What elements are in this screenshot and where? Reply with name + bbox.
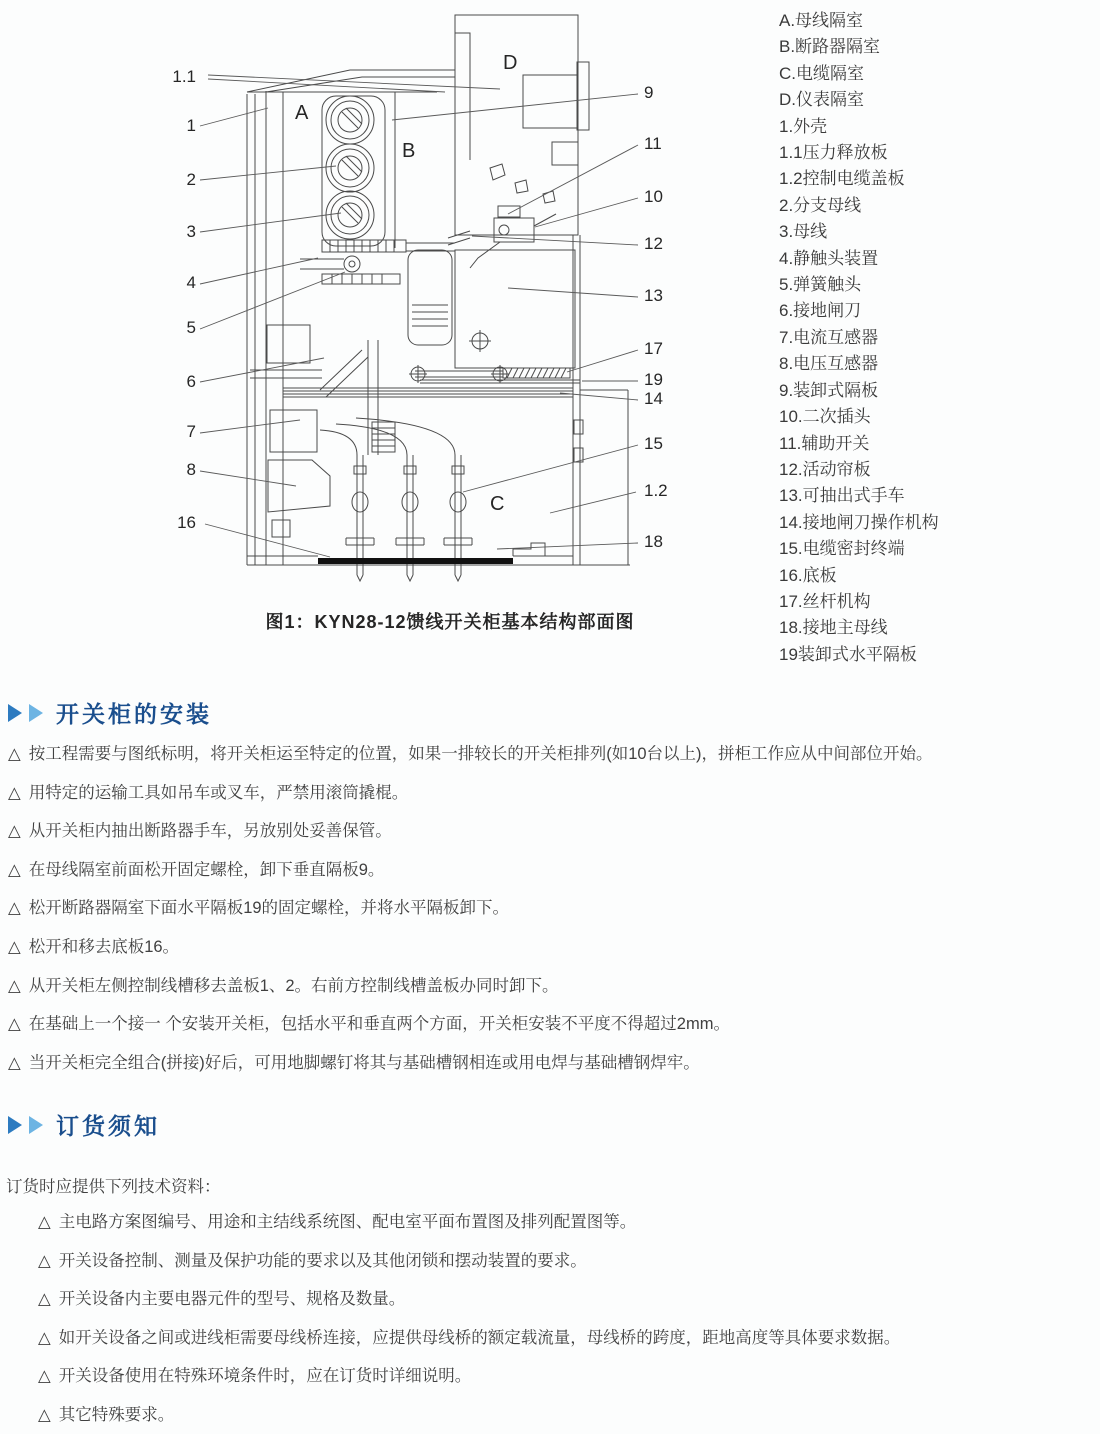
- compartment-letter-a: A: [295, 102, 309, 124]
- aux-switch-plug: [448, 206, 556, 268]
- install-step: [8, 821, 933, 842]
- bushing-insulators: [322, 92, 395, 248]
- callout-label: 4: [186, 273, 196, 292]
- item-text: 开关设备控制、测量及保护功能的要求以及其他闭锁和摆动装置的要求。: [58, 1251, 587, 1270]
- order-item: [38, 1328, 900, 1349]
- callout-label: 3: [186, 222, 196, 241]
- arrow-right-dark-icon: [8, 1116, 22, 1134]
- triangle-bullet-icon: △: [8, 745, 21, 763]
- install-step: [8, 1014, 933, 1035]
- callout-label: 14: [644, 389, 663, 408]
- triangle-bullet-icon: △: [8, 783, 21, 802]
- roof-pressure-plate: [247, 70, 455, 92]
- screw-mechanism-partitions: [283, 365, 580, 397]
- legend-item: 5.弹簧触头: [779, 275, 862, 295]
- instrument-compartment: [455, 15, 589, 235]
- triangle-bullet-icon: △: [8, 1053, 21, 1072]
- install-step: [8, 937, 933, 958]
- install-step: [8, 976, 933, 997]
- callout-label: 18: [644, 532, 663, 551]
- rear-panels: [573, 235, 628, 565]
- callout-label: 2: [186, 170, 196, 189]
- item-text: 开关设备使用在特殊环境条件时，应在订货时详细说明。: [58, 1367, 472, 1386]
- legend-item: 1.1压力释放板: [779, 143, 888, 163]
- legend-item: 6.接地闸刀: [779, 301, 862, 321]
- install-step: [8, 860, 933, 881]
- voltage-transformer: [268, 460, 330, 537]
- triangle-bullet-icon: △: [8, 899, 21, 918]
- legend-item: 1.外壳: [779, 116, 828, 136]
- legend-item: 9.装卸式隔板: [779, 380, 879, 400]
- static-contact-assembly: [300, 240, 455, 284]
- legend-item: 3.母线: [779, 222, 828, 242]
- step-text: 在母线隔室前面松开固定螺栓，卸下垂直隔板9。: [28, 860, 385, 879]
- legend-item: 15.电缆密封终端: [779, 539, 905, 559]
- callout-label: 16: [177, 513, 196, 532]
- legend-item: 10.二次插头: [779, 407, 871, 427]
- compartment-letter-b: B: [402, 140, 416, 162]
- step-text: 用特定的运输工具如吊车或叉车，严禁用滚筒撬棍。: [28, 783, 409, 802]
- triangle-bullet-icon: △: [38, 1290, 51, 1309]
- order-item: [38, 1366, 900, 1387]
- legend-item: 19装卸式水平隔板: [779, 644, 917, 664]
- triangle-bullet-icon: △: [38, 1367, 51, 1386]
- legend-item: D.仪表隔室: [779, 90, 864, 110]
- compartment-letter-c: C: [490, 493, 505, 515]
- section-title: 订货须知: [56, 1113, 160, 1139]
- step-text: 松开和移去底板16。: [28, 937, 180, 956]
- step-text: 从开关柜左侧控制线槽移去盖板1、2。右前方控制线槽盖板办同时卸下。: [28, 976, 559, 995]
- order-item: [38, 1289, 900, 1310]
- legend-item: 12.活动帘板: [779, 459, 871, 479]
- item-text: 主电路方案图编号、用途和主结线系统图、配电室平面布置图及排列配置图等。: [58, 1213, 637, 1231]
- legend-item: 13.可抽出式手车: [779, 486, 905, 506]
- item-text: 如开关设备之间或进线柜需要母线桥连接，应提供母线桥的额定载流量，母线桥的跨度，距地高度等具体要求数据。: [58, 1328, 901, 1347]
- arrow-right-light-icon: [29, 1116, 43, 1134]
- ground-busbar: [318, 543, 545, 564]
- callout-label: 11: [644, 134, 662, 153]
- install-step: [8, 1053, 933, 1074]
- order-item: [38, 1212, 900, 1233]
- callout-label: 12: [644, 234, 663, 253]
- order-intro-text: 订货时应提供下列技术资料：: [6, 1178, 221, 1196]
- legend-item: A.母线隔室: [779, 11, 864, 30]
- callout-label: 1.2: [644, 481, 668, 500]
- legend-item: 11.辅助开关: [779, 433, 870, 453]
- step-text: 松开断路器隔室下面水平隔板19的固定螺栓，并将水平隔板卸下。: [28, 899, 510, 918]
- figure-legend: [779, 8, 939, 668]
- triangle-bullet-icon: △: [38, 1213, 51, 1231]
- legend-item: 7.电流互感器: [779, 327, 879, 347]
- callout-label: 13: [644, 286, 663, 305]
- section-heading-install: [8, 696, 212, 729]
- section-title: 开关柜的安装: [56, 701, 212, 727]
- step-text: 从开关柜内抽出断路器手车，另放别处妥善保管。: [28, 822, 392, 841]
- legend-item: 2.分支母线: [779, 195, 862, 215]
- compartment-letter-d: D: [503, 52, 518, 74]
- cable-terminals: [320, 418, 472, 581]
- figure-caption: 图1：KYN28-12馈线开关柜基本结构部面图: [265, 612, 635, 632]
- callout-label: 10: [644, 187, 663, 206]
- step-text: 当开关柜完全组合(拼接)好后，可用地脚螺钉将其与基础槽钢相连或用电焊与基础槽钢焊牢。: [28, 1053, 700, 1072]
- callout-label: 9: [644, 83, 654, 102]
- callout-label: 8: [186, 460, 196, 479]
- order-item: [38, 1251, 900, 1272]
- triangle-bullet-icon: △: [8, 937, 21, 956]
- triangle-bullet-icon: △: [38, 1328, 51, 1347]
- item-text: 其它特殊要求。: [58, 1405, 175, 1424]
- install-steps-list: [8, 744, 933, 1091]
- triangle-bullet-icon: △: [8, 976, 21, 995]
- step-text: 在基础上一个接一 个安装开关柜，包括水平和垂直两个方面，开关柜安装不平度不得超过2mm。: [28, 1015, 730, 1034]
- arrow-right-light-icon: [29, 704, 43, 722]
- install-step: [8, 898, 933, 919]
- triangle-bullet-icon: △: [38, 1405, 51, 1424]
- legend-item: 17.丝杆机构: [779, 591, 871, 611]
- legend-item: 4.静触头装置: [779, 248, 879, 268]
- legend-item: 14.接地闸刀操作机构: [779, 512, 939, 532]
- legend-item: 16.底板: [779, 565, 837, 585]
- order-item: [38, 1405, 900, 1426]
- legend-item: B.断路器隔室: [779, 37, 881, 57]
- triangle-bullet-icon: △: [38, 1251, 51, 1270]
- earthing-switch-ct: [250, 325, 395, 455]
- callout-label: 15: [644, 434, 663, 453]
- callout-label: 1: [186, 116, 196, 135]
- callout-label: 7: [186, 422, 196, 441]
- arrow-right-dark-icon: [8, 704, 22, 722]
- callout-label: 5: [186, 318, 196, 337]
- legend-item: 18.接地主母线: [779, 618, 888, 638]
- structure-diagram: [0, 0, 770, 600]
- order-items-list: [38, 1212, 900, 1434]
- install-step: [8, 783, 933, 804]
- triangle-bullet-icon: △: [8, 860, 21, 879]
- legend-item: 8.电压互感器: [779, 354, 879, 374]
- triangle-bullet-icon: △: [8, 1015, 21, 1034]
- callout-label: 17: [644, 339, 663, 358]
- breaker-handcart: [408, 250, 575, 368]
- install-step: [8, 744, 933, 765]
- legend-item: C.电缆隔室: [779, 63, 864, 83]
- callout-label: 19: [644, 370, 663, 389]
- section-heading-order: [8, 1108, 160, 1141]
- item-text: 开关设备内主要电器元件的型号、规格及数量。: [58, 1290, 406, 1309]
- legend-item: 1.2控制电缆盖板: [779, 169, 905, 189]
- callout-label: 6: [186, 372, 196, 391]
- triangle-bullet-icon: △: [8, 822, 21, 841]
- callout-label: 1.1: [172, 67, 196, 86]
- step-text: 按工程需要与图纸标明，将开关柜运至特定的位置，如果一排较长的开关柜排列(如10台以上)，拼柜工作应从中间部位开始。: [28, 745, 933, 763]
